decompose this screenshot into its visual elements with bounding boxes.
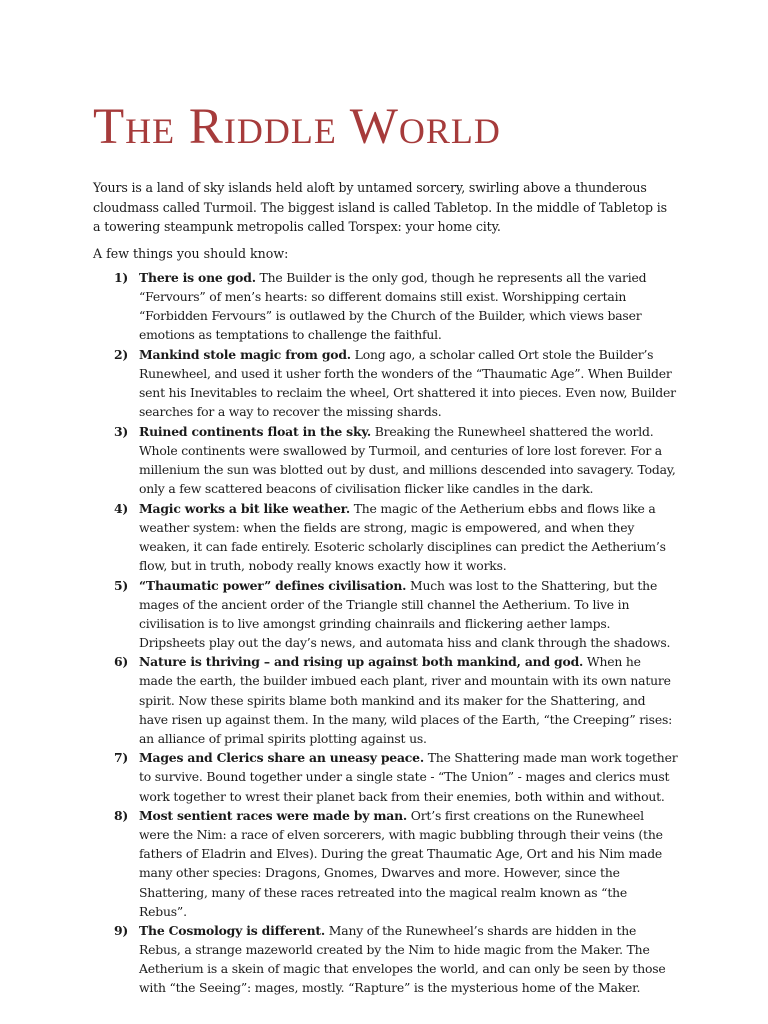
item-text: When he made the earth, the builder imbued each plant, river and mountain with its own nature spirit. Now these spirits blame both mankind and its maker for the Shattering, and have risen up against them. In the many, wild places of the Earth, “the Creeping” rises: an alliance of primal spirits plotting against us. — [139, 654, 673, 746]
item-text: The magic of the Aetherium ebbs and flows like a weather system: when the fields are strong, magic is empowered, and when they weaken, it can fade entirely. Esoteric scholarly disciplines can predict the Aetherium’s flow, but in truth, nobody really knows exactly how it works. — [139, 500, 666, 573]
list-item — [93, 748, 678, 805]
item-lead: The Cosmology is different. — [139, 923, 326, 939]
page-title: The Riddle World — [93, 99, 501, 155]
list-item — [93, 422, 678, 498]
item-number: 3) — [114, 423, 129, 439]
item-lead: Mankind stole magic from god. — [139, 346, 351, 362]
item-number: 8) — [114, 808, 129, 824]
item-text: Ort’s first creations on the Runewheel were the Nim: a race of elven sorcerers, with magic bubbling through their veins (the fathers of Eladrin and Elves). During the great Thaumatic Age, Ort and his Nim made many other species: Dragons, Gnomes, Dwarves and more. However, since the Shattering, many of these races retreated into the magical realm known as “the Rebus”. — [139, 808, 663, 919]
item-text: The Builder is the only god, though he represents all the varied “Fervours” of men’s hearts: so different domains still exist. Worshipping certain “Forbidden Fervours” is outlawed by the Church of the Builder, which views baser emotions as temptations to challenge the faithful. — [139, 270, 647, 343]
facts-list — [93, 268, 678, 998]
list-item — [93, 806, 678, 921]
list-item — [93, 576, 678, 652]
item-number: 2) — [114, 346, 129, 362]
item-number: 9) — [114, 923, 129, 939]
intro-paragraph: Yours is a land of sky islands held aloft by untamed sorcery, swirling above a thunderous cloudmass called Turmoil. The biggest island is called Tabletop. In the middle of Tabletop is a towering steampunk metropolis called Torspex: your home city. — [93, 180, 667, 234]
item-text: Breaking the Runewheel shattered the world. Whole continents were swallowed by Turmoil, and centuries of lore lost forever. For a millenium the sun was blotted out by dust, and millions descended into savagery. Today, only a few scattered beacons of civilisation flicker like candles in the dark. — [139, 423, 676, 497]
list-item — [93, 345, 678, 421]
list-item — [93, 268, 678, 344]
document-body — [93, 178, 678, 998]
item-number: 1) — [114, 270, 129, 285]
item-number: 7) — [114, 750, 129, 766]
item-number: 5) — [114, 577, 129, 593]
item-number: 4) — [114, 500, 129, 516]
item-text: Much was lost to the Shattering, but the mages of the ancient order of the Triangle still channel the Aetherium. To live in civilisation is to live amongst grinding chainrails and flickering aether lamps. Dripsheets play out the day’s news, and automata hiss and clank through the shadows. — [139, 577, 671, 650]
list-heading: A few things you should know: — [93, 245, 289, 261]
item-lead: Ruined continents float in the sky. — [139, 423, 372, 439]
item-lead: There is one god. — [139, 270, 256, 285]
list-item — [93, 652, 678, 747]
item-lead: “Thaumatic power” defines civilisation. — [139, 577, 407, 593]
item-lead: Nature is thriving – and rising up against both mankind, and god. — [139, 654, 584, 670]
item-number: 6) — [114, 654, 129, 670]
item-text: Long ago, a scholar called Ort stole the Builder’s Runewheel, and used it usher forth the wonders of the “Thaumatic Age”. When Builder sent his Inevitables to reclaim the wheel, Ort shattered it into pieces. Even now, Builder searches for a way to recover the missing shards. — [139, 346, 676, 420]
item-lead: Most sentient races were made by man. — [139, 808, 408, 824]
list-item — [93, 921, 678, 997]
item-lead: Magic works a bit like weather. — [139, 500, 350, 516]
item-text: Many of the Runewheel’s shards are hidden in the Rebus, a strange mazeworld created by the Nim to hide magic from the Maker. The Aetherium is a skein of magic that envelopes the world, and can only be seen by those with “the Seeing”: mages, mostly. “Rapture” is the mysterious home of the Maker. — [139, 923, 666, 996]
item-text: The Shattering made man work together to survive. Bound together under a single state - “The Union” - mages and clerics must work together to wrest their planet back from their enemies, both within and without. — [139, 750, 678, 804]
item-lead: Mages and Clerics share an uneasy peace. — [139, 750, 424, 766]
list-item — [93, 499, 678, 575]
